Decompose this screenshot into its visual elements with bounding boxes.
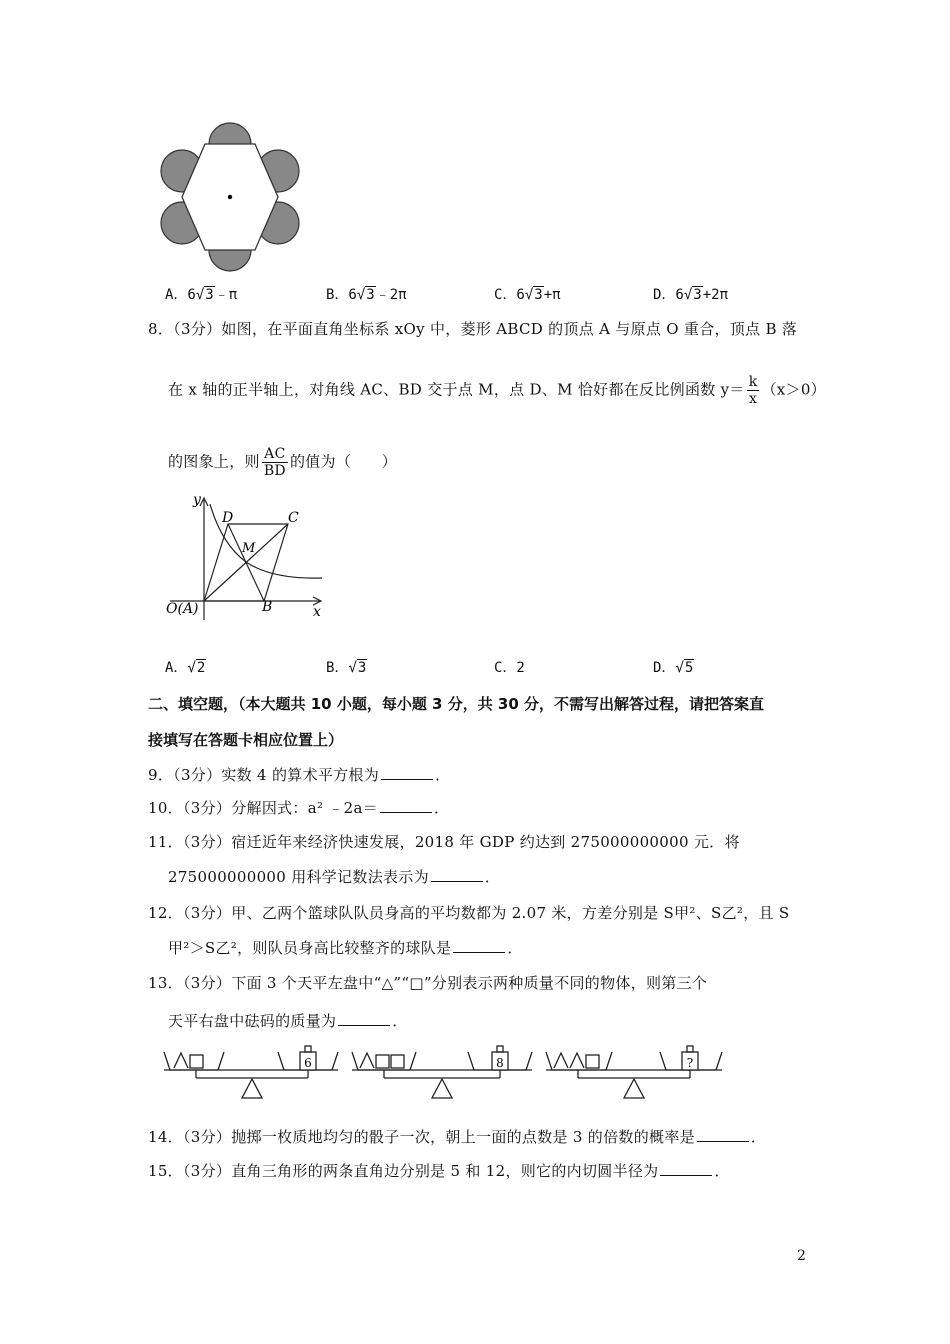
point-c-label: C bbox=[288, 510, 299, 526]
weight-label-3: ? bbox=[686, 1056, 694, 1070]
q7-option-b: B．6√3﹣2π bbox=[326, 287, 407, 303]
weight-label-2: 8 bbox=[496, 1056, 504, 1070]
q11-line2: 275000000000 用科学记数法表示为 ． bbox=[168, 868, 501, 886]
q9: 9．（3分）实数 4 的算术平方根为 ． bbox=[148, 766, 451, 784]
q12-line1: 12．（3分）甲、乙两个篮球队队员身高的平均数都为 2.07 米，方差分别是 S甲²、S乙²，且 S bbox=[148, 904, 790, 922]
q7-option-a: A．6√3﹣π bbox=[165, 287, 238, 303]
q13-line2: 天平右盘中砝码的质量为 ． bbox=[168, 1012, 408, 1030]
q8-option-c: C．2 bbox=[494, 660, 525, 676]
q14: 14．（3分）抛掷一枚质地均匀的骰子一次，朝上一面的点数是 3 的倍数的概率是 ． bbox=[148, 1128, 767, 1146]
k-over-x-fraction: $\frac{k}{x}$ bbox=[748, 374, 758, 407]
q8-line1: 8．（3分）如图，在平面直角坐标系 xOy 中，菱形 ABCD 的顶点 A 与原点 O 重合，顶点 B 落 bbox=[148, 320, 798, 338]
q8-line2: 在 x 轴的正半轴上，对角线 AC、BD 交于点 M，点 D、M 恰好都在反比例函数 y＝ $\frac{k}{x}$ （x＞0） bbox=[168, 374, 826, 407]
answer-blank bbox=[431, 869, 483, 882]
page-number: 2 bbox=[797, 1248, 806, 1264]
q7-option-d: D．6√3+2π bbox=[653, 287, 729, 303]
origin-label: O(A) bbox=[166, 601, 199, 617]
q8-option-d: D．√5 bbox=[653, 660, 694, 676]
q8-option-a: A．√2 bbox=[165, 660, 206, 676]
point-m-label: M bbox=[242, 541, 256, 556]
answer-blank bbox=[697, 1129, 749, 1142]
q7-option-c: C．6√3+π bbox=[494, 287, 561, 303]
point-d-label: D bbox=[222, 510, 234, 526]
y-axis-label: y bbox=[193, 492, 201, 508]
q12-line2: 甲²＞S乙²，则队员身高比较整齐的球队是 ． bbox=[168, 939, 523, 957]
answer-blank bbox=[660, 1163, 712, 1176]
ac-over-bd-fraction: $\frac{AC}{BD}$ bbox=[263, 446, 286, 479]
balance-2 bbox=[352, 1046, 532, 1098]
answer-blank bbox=[338, 1013, 390, 1026]
point-b-label: B bbox=[262, 599, 273, 615]
q8-line3: 的图象上，则 $\frac{AC}{BD}$ 的值为（ ） bbox=[168, 446, 398, 479]
section2-heading-line2: 接填写在答题卡相应位置上） bbox=[148, 731, 344, 749]
balance-1 bbox=[164, 1046, 338, 1098]
flower-hexagon-figure bbox=[160, 122, 305, 274]
answer-blank bbox=[381, 767, 433, 780]
q11-line1: 11．（3分）宿迁近年来经济快速发展，2018 年 GDP 约达到 275000000000 元．将 bbox=[148, 833, 740, 851]
answer-blank bbox=[380, 800, 432, 813]
balance-3 bbox=[546, 1046, 722, 1098]
rhombus-coordinate-figure bbox=[160, 492, 335, 622]
section2-heading-line1: 二、填空题，（本大题共 10 小题，每小题 3 分，共 30 分，不需写出解答过程，请把答案直 bbox=[148, 695, 765, 713]
balance-scales-figure bbox=[160, 1040, 730, 1108]
weight-label-1: 6 bbox=[304, 1056, 312, 1070]
q10: 10．（3分）分解因式：a² ﹣2a＝ ． bbox=[148, 799, 450, 817]
q13-line1: 13．（3分）下面 3 个天平左盘中“△”“□”分别表示两种质量不同的物体，则第三个 bbox=[148, 974, 708, 992]
q15: 15．（3分）直角三角形的两条直角边分别是 5 和 12，则它的内切圆半径为 ． bbox=[148, 1162, 730, 1180]
answer-blank bbox=[453, 940, 505, 953]
x-axis-label: x bbox=[313, 604, 321, 620]
q8-option-b: B．√3 bbox=[326, 660, 367, 676]
